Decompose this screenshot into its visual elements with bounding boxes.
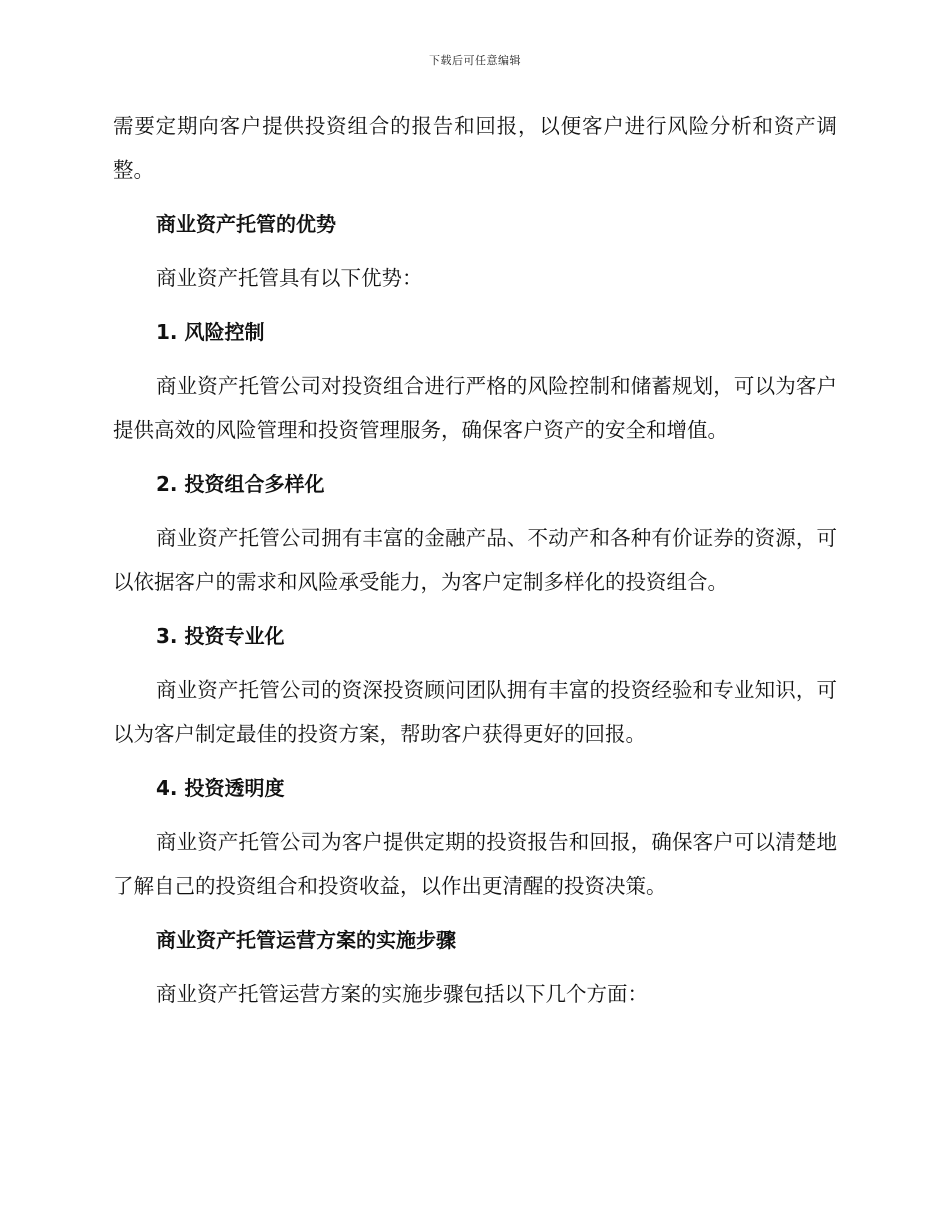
section-heading-advantages: 商业资产托管的优势 — [156, 212, 336, 236]
paragraph-risk-control: 商业资产托管公司对投资组合进行严格的风险控制和储蓄规划，可以为客户提供高效的风险管理和投资管理服务，确保客户资产的安全和增值。 — [113, 374, 837, 442]
subheading-risk-control: 1. 风险控制 — [156, 320, 265, 344]
paragraph-portfolio-diversification: 商业资产托管公司拥有丰富的金融产品、不动产和各种有价证券的资源，可以依据客户的需求和风险承受能力，为客户定制多样化的投资组合。 — [113, 526, 837, 594]
subheading-investment-transparency: 4. 投资透明度 — [156, 776, 285, 800]
page-header: 下载后可任意编辑 — [429, 54, 521, 67]
subheading-portfolio-diversification: 2. 投资组合多样化 — [156, 472, 325, 496]
paragraph-implementation-intro: 商业资产托管运营方案的实施步骤包括以下几个方面： — [156, 982, 648, 1006]
paragraph-advantages-intro: 商业资产托管具有以下优势： — [156, 266, 423, 290]
section-heading-implementation-steps: 商业资产托管运营方案的实施步骤 — [156, 928, 456, 952]
paragraph-investment-professionalism: 商业资产托管公司的资深投资顾问团队拥有丰富的投资经验和专业知识，可以为客户制定最佳的投资方案，帮助客户获得更好的回报。 — [113, 678, 837, 746]
subheading-investment-professionalism: 3. 投资专业化 — [156, 624, 285, 648]
paragraph-investment-transparency: 商业资产托管公司为客户提供定期的投资报告和回报，确保客户可以清楚地了解自己的投资组合和投资收益，以作出更清醒的投资决策。 — [113, 830, 837, 898]
document-body — [113, 104, 837, 1026]
paragraph-intro-continuation: 需要定期向客户提供投资组合的报告和回报，以便客户进行风险分析和资产调整。 — [113, 114, 837, 182]
